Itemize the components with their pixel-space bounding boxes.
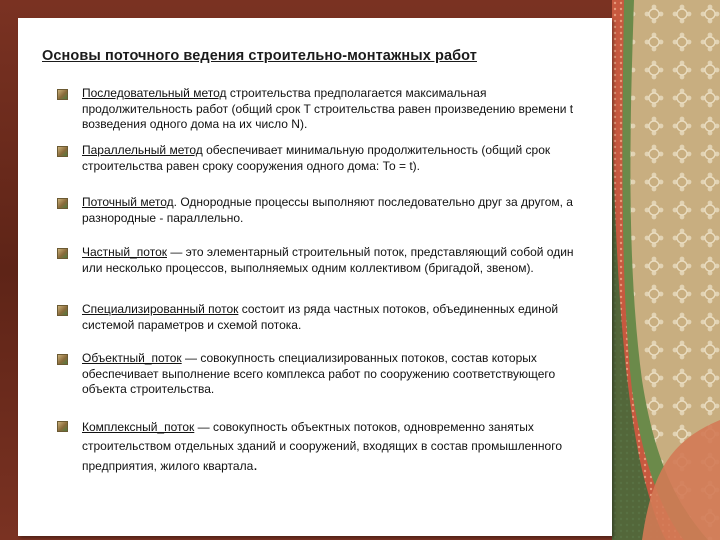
bullet-icon bbox=[57, 421, 68, 432]
bullet-icon bbox=[57, 248, 68, 259]
bullet-item-flow-method bbox=[82, 195, 582, 226]
term: Поточный метод bbox=[82, 195, 174, 209]
term: Частный_поток bbox=[82, 245, 167, 259]
bullet-item-object-flow bbox=[82, 351, 582, 398]
bullet-item-parallel bbox=[82, 143, 582, 174]
slide-title: Основы поточного ведения строительно-монтажных работ bbox=[42, 48, 477, 64]
definition: — это элементарный строительный поток, представляющий собой один или несколько процессов, выполняемых одним коллективом (бригадой, звеном). bbox=[82, 245, 574, 275]
end-period: . bbox=[253, 457, 258, 474]
definition: — совокупность специализированных потоков, состав которых обеспечивает выполнение всего комплекса работ по сооружению соответствующего объекта строительства. bbox=[82, 351, 556, 397]
bullet-item-specialized-flow bbox=[82, 302, 582, 333]
term: Объектный_поток bbox=[82, 351, 182, 365]
ornament-graphic bbox=[612, 0, 720, 540]
term: Последовательный метод bbox=[82, 86, 227, 100]
bullet-icon bbox=[57, 198, 68, 209]
definition: обеспечивает минимальную продолжительность (общий срок строительства равен сроку сооружения одного дома: То = t). bbox=[82, 143, 551, 173]
term: Специализированный поток bbox=[82, 302, 239, 316]
definition: — совокупность объектных потоков, одновременно занятых строительством отдельных зданий и сооружений, входящих в состав промышленного предприятия, жилого квартала bbox=[82, 420, 562, 473]
term: Комплексный_поток bbox=[82, 420, 195, 434]
definition: строительства предполагается максимальная продолжительность работ (общий срок T строительства равен произведению времени t возведения одного дома на их число N). bbox=[82, 86, 574, 132]
bullet-item-complex-flow bbox=[82, 418, 582, 476]
decorative-ornament-panel bbox=[612, 0, 720, 540]
bullet-item-sequential bbox=[82, 86, 582, 133]
bullet-icon bbox=[57, 354, 68, 365]
term: Параллельный метод bbox=[82, 143, 203, 157]
bullet-icon bbox=[57, 89, 68, 100]
bullet-icon bbox=[57, 146, 68, 157]
definition: состоит из ряда частных потоков, объединенных единой системой параметров и схемой потока. bbox=[82, 302, 559, 332]
bullet-item-private-flow bbox=[82, 245, 582, 276]
bullet-icon bbox=[57, 305, 68, 316]
slide-content bbox=[18, 18, 612, 536]
definition: . Однородные процессы выполняют последовательно друг за другом, а разнородные - параллельно. bbox=[82, 195, 573, 225]
